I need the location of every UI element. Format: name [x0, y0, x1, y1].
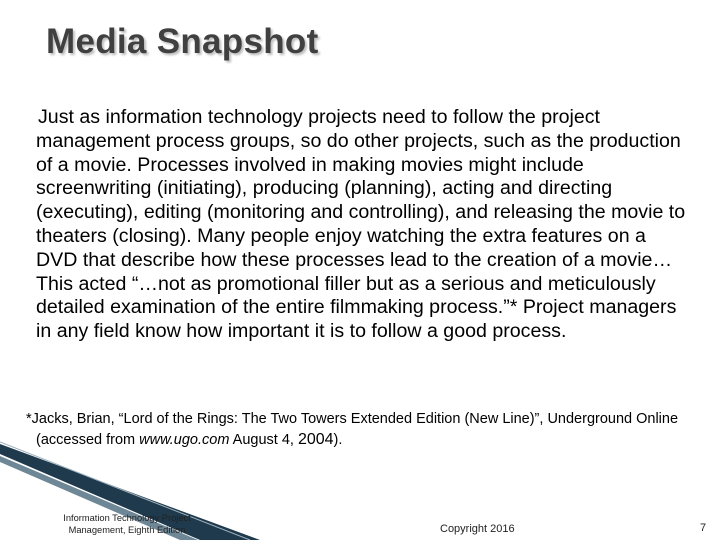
citation-close: ). [333, 431, 343, 448]
footer-book-line-2: Management, Eighth Edition [68, 524, 186, 535]
citation-year: 2004 [297, 430, 334, 448]
citation-text: *Jacks, Brian, “Lord of the Rings: The Two Towers Extended Edition (New Line)”, Underground Online (accessed from [26, 411, 679, 448]
slide-title: Media Snapshot [46, 22, 319, 61]
citation-footnote [26, 410, 716, 450]
citation-date: August 4, [229, 431, 298, 448]
footer-book-line-1: Information Technology Project [63, 513, 191, 523]
slide-body-text: Just as information technology projects need to follow the project management process groups, so do other projects, such as the production of a movie. Processes involved in making movies might include screenwriting (initiating), producing (planning), acting and directing (executing), editing (monitoring and controlling), and releasing the movie to theaters (closing). Many people enjoy watching the extra features on a DVD that describe how these processes lead to the creation of a movie… This acted “…not as promotional filler but as a serious and meticulously detailed examination of the entire filmmaking process.”* Project managers in any field know how important it is to follow a good process. [36, 106, 686, 343]
citation-url: www.ugo.com [139, 431, 230, 448]
footer-page-number: 7 [700, 522, 707, 534]
footer-book-title [52, 513, 202, 536]
footer-copyright: Copyright 2016 [440, 523, 515, 535]
